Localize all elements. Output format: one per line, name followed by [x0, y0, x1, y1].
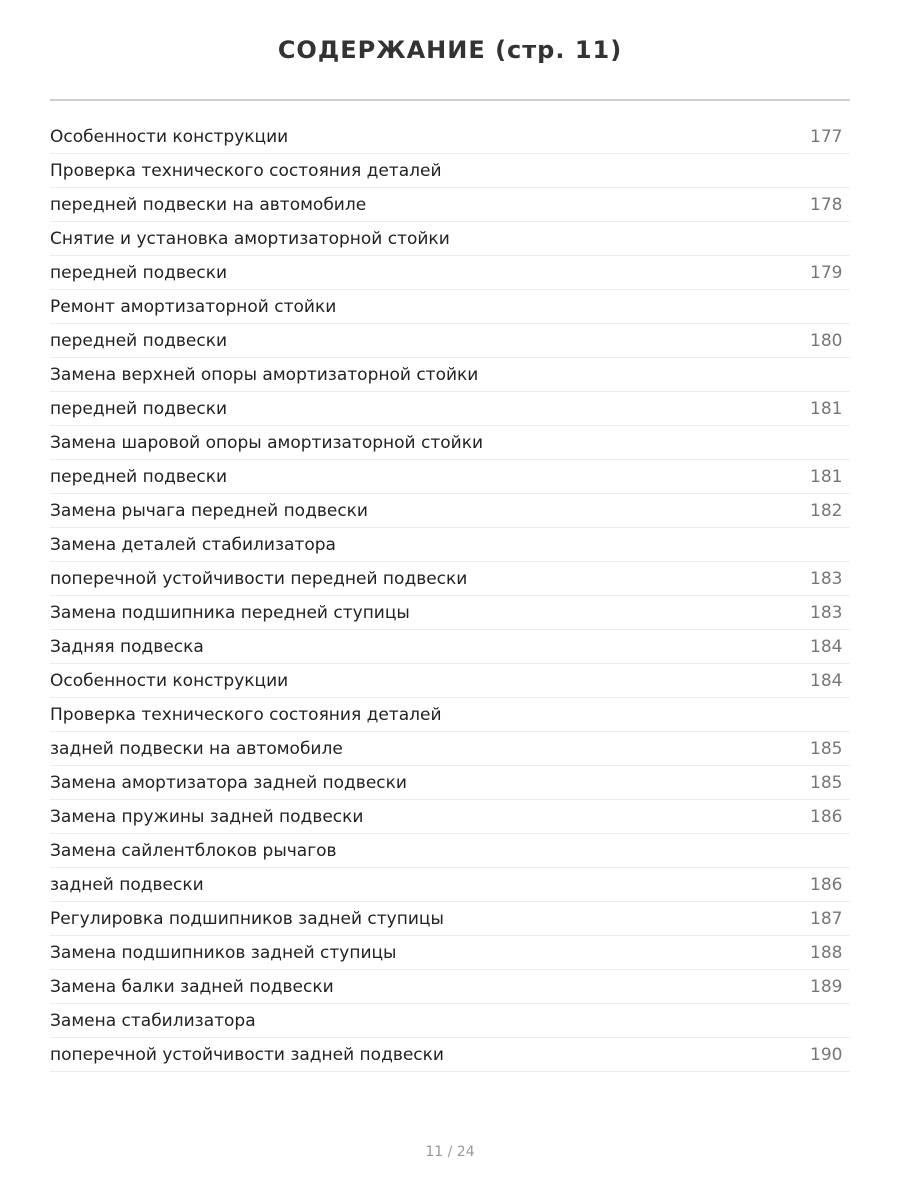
- table-of-contents: [50, 120, 850, 1072]
- toc-entry-page: 182: [810, 500, 843, 521]
- toc-entry: [50, 154, 850, 188]
- toc-entry-page: 188: [810, 942, 843, 963]
- toc-entry-page: 181: [810, 398, 843, 419]
- toc-entry-page: 181: [810, 466, 843, 487]
- toc-entry-title: передней подвески: [50, 330, 228, 351]
- toc-entry-title: Регулировка подшипников задней ступицы: [50, 908, 444, 929]
- toc-entry: [50, 120, 850, 154]
- toc-entry-title: задней подвески на автомобиле: [50, 738, 343, 759]
- toc-entry-title: поперечной устойчивости задней подвески: [50, 1044, 444, 1065]
- toc-entry-page: 187: [810, 908, 843, 929]
- toc-entry-title: Проверка технического состояния деталей: [50, 160, 442, 181]
- toc-entry: [50, 596, 850, 630]
- toc-entry-title: Замена амортизатора задней подвески: [50, 772, 407, 793]
- toc-entry: [50, 256, 850, 290]
- title-divider: [50, 99, 850, 101]
- toc-entry-title: передней подвески на автомобиле: [50, 194, 367, 215]
- toc-entry-title: передней подвески: [50, 466, 228, 487]
- toc-entry: [50, 698, 850, 732]
- toc-entry-page: 189: [810, 976, 843, 997]
- toc-entry: [50, 732, 850, 766]
- toc-entry-title: передней подвески: [50, 262, 228, 283]
- toc-entry-title: Замена деталей стабилизатора: [50, 534, 336, 555]
- toc-entry-title: задней подвески: [50, 874, 204, 895]
- toc-entry: [50, 1004, 850, 1038]
- toc-entry: [50, 630, 850, 664]
- toc-entry: [50, 358, 850, 392]
- toc-entry-page: 190: [810, 1044, 843, 1065]
- toc-entry: [50, 664, 850, 698]
- toc-entry-title: Замена подшипников задней ступицы: [50, 942, 397, 963]
- toc-entry-title: Снятие и установка амортизаторной стойки: [50, 228, 450, 249]
- toc-entry-page: 186: [810, 806, 843, 827]
- toc-entry-title: Замена стабилизатора: [50, 1010, 256, 1031]
- toc-entry: [50, 494, 850, 528]
- toc-entry-page: 186: [810, 874, 843, 895]
- toc-entry: [50, 188, 850, 222]
- toc-entry-title: передней подвески: [50, 398, 228, 419]
- toc-entry-page: 179: [810, 262, 843, 283]
- toc-entry-title: Замена подшипника передней ступицы: [50, 602, 410, 623]
- toc-entry: [50, 222, 850, 256]
- toc-entry: [50, 460, 850, 494]
- toc-entry-page: 185: [810, 738, 843, 759]
- page-title: СОДЕРЖАНИЕ (стр. 11): [277, 36, 623, 64]
- toc-entry-page: 183: [810, 602, 843, 623]
- toc-entry: [50, 528, 850, 562]
- toc-entry: [50, 834, 850, 868]
- toc-entry-title: Замена рычага передней подвески: [50, 500, 368, 521]
- toc-entry-page: 185: [810, 772, 843, 793]
- toc-entry: [50, 426, 850, 460]
- toc-entry-page: 177: [810, 126, 843, 147]
- toc-entry-title: Особенности конструкции: [50, 126, 289, 147]
- toc-entry-title: Особенности конструкции: [50, 670, 289, 691]
- toc-entry-title: Замена пружины задней подвески: [50, 806, 364, 827]
- toc-entry: [50, 392, 850, 426]
- toc-entry-page: 178: [810, 194, 843, 215]
- toc-entry-title: Задняя подвеска: [50, 636, 204, 657]
- toc-entry-page: 183: [810, 568, 843, 589]
- toc-entry-title: Ремонт амортизаторной стойки: [50, 296, 337, 317]
- toc-entry-title: Замена шаровой опоры амортизаторной стойки: [50, 432, 484, 453]
- toc-entry-title: Проверка технического состояния деталей: [50, 704, 442, 725]
- toc-entry: [50, 936, 850, 970]
- toc-entry-title: Замена верхней опоры амортизаторной стойки: [50, 364, 479, 385]
- toc-entry: [50, 902, 850, 936]
- toc-entry: [50, 290, 850, 324]
- toc-entry-page: 184: [810, 636, 843, 657]
- toc-entry: [50, 868, 850, 902]
- toc-entry: [50, 970, 850, 1004]
- toc-entry-title: Замена сайлентблоков рычагов: [50, 840, 337, 861]
- page-number-footer: 11 / 24: [425, 1144, 475, 1160]
- toc-entry: [50, 562, 850, 596]
- toc-entry-title: Замена балки задней подвески: [50, 976, 334, 997]
- toc-entry: [50, 324, 850, 358]
- toc-entry: [50, 766, 850, 800]
- toc-entry: [50, 800, 850, 834]
- toc-entry-title: поперечной устойчивости передней подвески: [50, 568, 468, 589]
- toc-entry-page: 184: [810, 670, 843, 691]
- toc-entry: [50, 1038, 850, 1072]
- toc-entry-page: 180: [810, 330, 843, 351]
